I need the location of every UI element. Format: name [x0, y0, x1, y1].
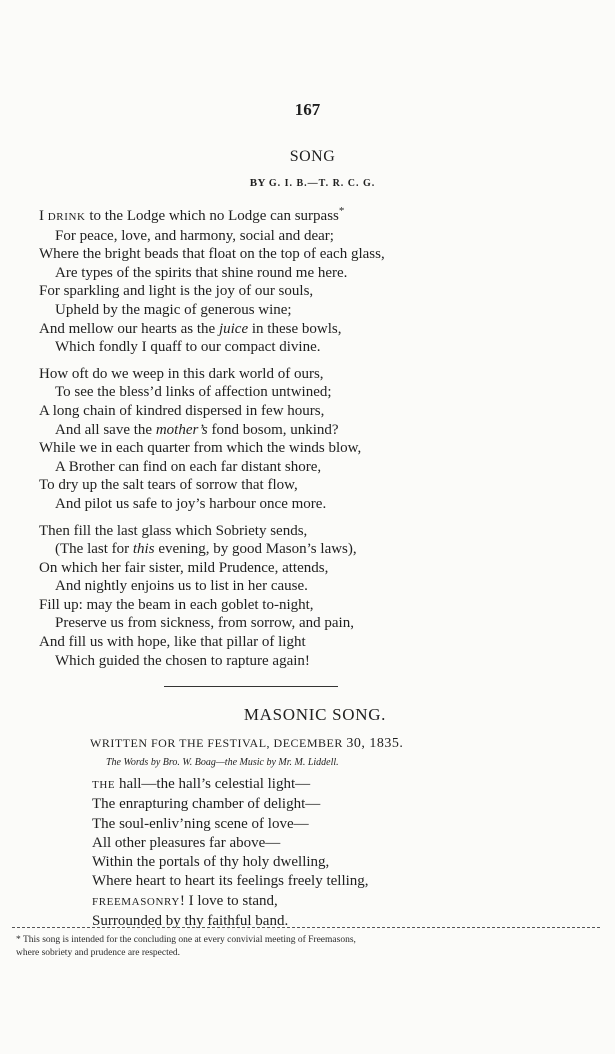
verse-line: Where the bright beads that float on the top of each glass, [39, 246, 385, 263]
verse-line: The soul-enliv’ning scene of love— [92, 815, 309, 832]
subtitle-text: WRITTEN FOR THE FESTIVAL, DECEMBER [90, 736, 343, 750]
verse-line [92, 775, 592, 795]
stanza-1 [39, 207, 599, 357]
song-byline [0, 177, 615, 189]
masonic-song-credits: The Words by Bro. W. Boag—the Music by Mr. M. Liddell. [106, 757, 339, 768]
verse-line: For sparkling and light is the joy of our souls, [39, 283, 314, 300]
line-pre: (The last for [55, 541, 133, 558]
masonic-song-verse [92, 775, 592, 931]
verse-line: Which guided the chosen to rapture again! [55, 652, 310, 669]
line-emphasis: mother’s [155, 421, 208, 438]
verse-line: A Brother can find on each far distant shore, [55, 458, 322, 475]
verse-line: Surrounded by thy faithful band. [92, 913, 289, 930]
song-title: SONG [289, 148, 336, 165]
line-pre: And all save the [55, 421, 156, 438]
subtitle-date: 30, 1835. [346, 736, 404, 751]
verse-line: The enrapturing chamber of delight— [92, 796, 321, 813]
verse-line: Where heart to heart its feelings freely telling, [92, 873, 369, 890]
byline-author: G. I. B.—T. R. C. G. [268, 178, 376, 189]
line-text: hall—the hall’s celestial light— [115, 776, 311, 792]
verse-line [39, 207, 599, 227]
verse-line: Are types of the spirits that shine round me here. [55, 264, 348, 281]
lead-smallcaps: DRINK [47, 211, 86, 223]
masonic-song-subtitle [90, 736, 403, 752]
verse-line: Then fill the last glass which Sobriety sends, [39, 522, 308, 539]
line-post: evening, by good Mason’s laws), [154, 541, 357, 558]
verse-line: Upheld by the magic of generous wine; [55, 301, 292, 318]
stanza-3 [39, 522, 599, 671]
footnote-line: where sobriety and prudence are respected. [16, 948, 181, 958]
verse-line: On which her fair sister, mild Prudence, attends, [39, 559, 329, 576]
verse-line: To dry up the salt tears of sorrow that flow, [39, 477, 298, 494]
verse-line: Fill up: may the beam in each goblet to-night, [39, 596, 314, 613]
line-pre: And mellow our hearts as the [39, 320, 219, 337]
verse-line [39, 421, 599, 440]
verse-line: While we in each quarter from which the winds blow, [39, 440, 362, 457]
verse-line: And nightly enjoins us to list in her cause. [55, 578, 308, 595]
page-number: 167 [294, 100, 321, 119]
song-stanzas [39, 207, 599, 678]
line-text: ! I love to stand, [179, 892, 278, 909]
lead-smallcaps: FREEMASONRY [92, 895, 180, 908]
verse-line: How oft do we weep in this dark world of ours, [39, 365, 324, 382]
footnote-line: * This song is intended for the concluding one at every convivial meeting of Freemasons, [16, 935, 356, 945]
verse-line: And pilot us safe to joy’s harbour once more. [55, 495, 327, 512]
line-emphasis: juice [218, 320, 249, 337]
masonic-song-title: MASONIC SONG. [243, 705, 387, 724]
verse-line: For peace, love, and harmony, social and dear; [55, 227, 334, 244]
byline-prefix: BY [249, 177, 266, 189]
stanza-2 [39, 365, 599, 514]
verse-line: A long chain of kindred dispersed in few hours, [39, 402, 325, 419]
verse-line [92, 892, 592, 912]
footnote-mark: * [338, 205, 345, 217]
lead-smallcaps: THE [92, 779, 116, 791]
line-emphasis: this [132, 541, 155, 558]
line-post: in these bowls, [248, 320, 342, 337]
verse-line [39, 320, 599, 339]
verse-line: Which fondly I quaff to our compact divine. [55, 339, 321, 356]
verse-line: And fill us with hope, like that pillar of light [39, 634, 306, 651]
drop-lead: I [39, 208, 48, 224]
section-divider [164, 686, 338, 687]
verse-line [39, 540, 599, 559]
verse-line: To see the bless’d links of affection untwined; [55, 384, 332, 401]
verse-line: Preserve us from sickness, from sorrow, and pain, [55, 615, 354, 632]
footnote-divider [12, 927, 600, 928]
verse-line: Within the portals of thy holy dwelling, [92, 854, 330, 871]
line-text: to the Lodge which no Lodge can surpass [85, 208, 339, 224]
footnote [16, 934, 606, 960]
line-post: fond bosom, unkind? [207, 421, 339, 438]
verse-line: All other pleasures far above— [92, 834, 281, 851]
